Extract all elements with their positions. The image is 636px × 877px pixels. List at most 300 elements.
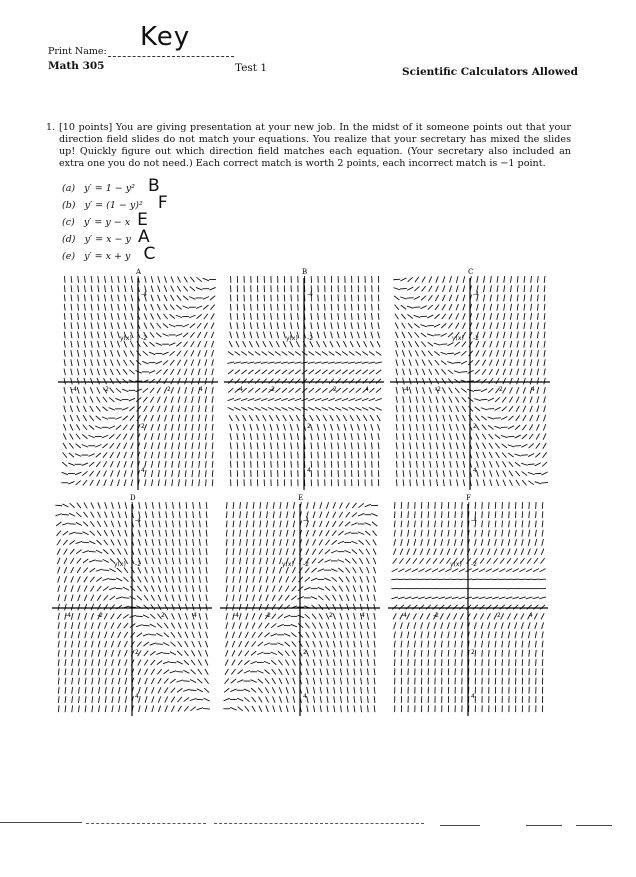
slope-segment (456, 313, 459, 319)
slope-segment (414, 641, 415, 648)
slope-segment (118, 322, 120, 329)
slope-segment (354, 641, 355, 648)
slope-segment (536, 511, 537, 518)
slope-segment (184, 697, 189, 701)
slope-segment (333, 650, 335, 657)
slope-segment (441, 352, 447, 354)
slope-segment (414, 622, 416, 628)
slope-segment (244, 697, 249, 701)
slope-segment (524, 276, 525, 283)
slope-segment (266, 548, 267, 555)
slope-segment (331, 442, 332, 449)
slope-segment (329, 379, 334, 384)
slope-segment (529, 659, 530, 666)
slope-segments (223, 502, 378, 712)
slope-segment (510, 341, 512, 348)
slope-segment (150, 643, 156, 645)
slope-segment (367, 668, 368, 675)
slope-segment (264, 452, 265, 459)
slope-segment (474, 390, 481, 391)
x-tick-label: 2 (333, 386, 337, 393)
slope-segment (71, 359, 72, 366)
slope-segment (313, 521, 315, 527)
slope-segment (345, 522, 350, 526)
slope-segment (105, 502, 107, 508)
slope-segment (320, 512, 322, 518)
slope-segment (510, 332, 511, 339)
slope-segment (196, 306, 202, 309)
slope-segment (102, 444, 107, 448)
slope-segment (519, 569, 525, 572)
answer-c: E (137, 210, 148, 230)
slope-segment (437, 470, 438, 477)
slope-segment (197, 323, 201, 328)
slope-segment (192, 479, 193, 486)
slope-segment (482, 434, 486, 440)
slope-segment (454, 549, 457, 555)
slope-segment (509, 521, 510, 528)
slope-segment (85, 659, 86, 666)
slope-segment (158, 678, 162, 684)
slope-segment (338, 560, 344, 563)
slope-segment (296, 379, 301, 384)
slope-segment (334, 659, 335, 666)
slope-segment (403, 433, 404, 440)
slope-segment (83, 425, 87, 430)
slope-segment (490, 285, 491, 292)
slope-segment (291, 452, 292, 459)
slope-segment (496, 350, 498, 356)
slope-segment (503, 341, 505, 348)
slope-segment (338, 313, 339, 320)
slope-segment (164, 378, 167, 384)
slope-segment (449, 397, 452, 403)
slope-segment (347, 678, 348, 685)
slope-segment (361, 687, 362, 694)
slope-segment (489, 378, 493, 383)
slope-segment (495, 530, 496, 537)
slope-segment (416, 369, 418, 375)
slope-segment (78, 332, 79, 339)
slope-segment (72, 696, 73, 703)
slope-segment (293, 669, 296, 675)
slope-segment (165, 461, 166, 468)
slope-segment (98, 332, 99, 339)
slope-segment (542, 521, 543, 528)
slope-segment (190, 277, 194, 282)
slope-segment (77, 369, 79, 376)
slope-segment (522, 539, 524, 546)
slope-segment (475, 659, 476, 666)
slope-segment (257, 461, 258, 468)
slope-segment (415, 511, 416, 518)
slope-segment (64, 341, 65, 348)
slope-segment (143, 341, 147, 346)
slope-segment (239, 576, 240, 583)
slope-segment (285, 642, 290, 646)
slope-segment (439, 569, 445, 572)
slope-segment (535, 521, 536, 528)
answer-d: A (137, 227, 150, 247)
slope-segment (96, 577, 101, 581)
slope-segment (78, 659, 79, 666)
slope-segment (78, 322, 79, 329)
slope-segment (193, 539, 194, 546)
slope-segment (401, 641, 402, 648)
slope-segment (145, 669, 148, 675)
slope-segment (157, 397, 160, 403)
slope-segment (340, 705, 341, 712)
slope-segment (241, 362, 248, 363)
slope-segment (289, 370, 294, 374)
slope-segment (296, 415, 299, 421)
slope-segment (165, 604, 168, 610)
slope-segment (345, 461, 346, 468)
y-tick-label: 4 (473, 467, 477, 474)
slope-segment (69, 453, 74, 457)
slope-segment (230, 424, 232, 430)
slope-segment (97, 359, 99, 366)
slope-segment (445, 597, 452, 599)
slope-segment (537, 313, 538, 320)
slope-segment (70, 434, 73, 440)
slope-segment (186, 511, 187, 518)
slope-segment (514, 549, 517, 555)
slope-segment (356, 388, 361, 392)
slope-segment (421, 511, 422, 518)
slope-segment (123, 598, 130, 599)
slope-segment (421, 296, 426, 301)
slope-segment (501, 549, 504, 555)
slope-segment (77, 415, 80, 421)
slope-segment (524, 359, 526, 366)
slope-segment (211, 314, 214, 320)
slope-segment (206, 548, 207, 555)
slope-segment (542, 632, 543, 639)
slope-segment (517, 276, 518, 283)
slope-segment (539, 597, 546, 599)
slope-segment (84, 295, 85, 302)
slope-segment (395, 323, 398, 329)
slope-segment (212, 359, 214, 366)
y-tick-label: -4 (303, 517, 309, 524)
slope-segment (257, 313, 258, 320)
slope-segment (257, 332, 259, 339)
slope-segment (448, 379, 452, 384)
slope-segment (285, 586, 288, 592)
slope-segment (370, 341, 373, 347)
slope-segment (226, 641, 228, 647)
slope-segment (242, 379, 247, 384)
name-line (108, 56, 234, 57)
options-list (62, 176, 168, 264)
slope-segment (250, 424, 252, 430)
slope-segment (234, 362, 241, 363)
slope-segment (183, 324, 189, 327)
slope-segment (361, 659, 362, 666)
slope-segment (243, 341, 246, 347)
slope-segment (503, 350, 505, 357)
slope-segment (75, 533, 82, 534)
slope-segment (91, 512, 94, 518)
slope-segment (246, 585, 248, 592)
slope-segment (248, 370, 253, 374)
slope-segment (320, 678, 321, 685)
slope-segment (123, 360, 126, 366)
slope-segment (457, 470, 458, 477)
slope-segment (158, 295, 161, 301)
slope-segment (179, 521, 180, 528)
y-axis-label: y(x) (286, 335, 298, 343)
slope-segment (293, 548, 295, 554)
slope-segment (165, 696, 168, 702)
slope-segment (92, 668, 93, 675)
slope-segment (171, 424, 173, 431)
slope-segment (145, 511, 146, 518)
slope-segment (272, 669, 276, 674)
slope-segment (508, 453, 513, 457)
slope-segment (331, 452, 332, 459)
slope-segment (522, 471, 527, 475)
slope-segment (365, 322, 366, 329)
slope-segment (97, 521, 100, 527)
slope-segment (152, 530, 153, 537)
slope-segment (184, 277, 187, 283)
slope-segment (122, 408, 128, 411)
slope-segment (115, 398, 121, 401)
slope-segment (423, 442, 424, 449)
slope-segment (499, 597, 506, 599)
slope-segment (176, 342, 181, 346)
slope-segment (440, 549, 443, 555)
slope-segment (117, 350, 120, 356)
slope-segment (535, 463, 541, 466)
slope-segment (278, 604, 282, 609)
slope-segment (374, 659, 375, 666)
slope-segment (77, 567, 81, 573)
slope-segment (165, 576, 167, 583)
slope-segment (184, 706, 188, 711)
slope-segment (185, 622, 187, 628)
slope-segment (205, 378, 207, 385)
slope-segment (231, 669, 235, 674)
slope-segment (405, 597, 412, 599)
y-axis-label: y(x) (452, 335, 464, 343)
slope-segment (396, 341, 398, 347)
slope-segment (489, 360, 492, 366)
slope-segment (156, 361, 162, 364)
slope-segment (327, 696, 328, 703)
slope-segment (408, 530, 409, 537)
slope-segment (150, 397, 153, 403)
slope-segment (205, 452, 206, 459)
slope-segment (90, 531, 95, 536)
slope-segment (347, 668, 348, 675)
question-text: [10 points] You are giving presentation at your new job. In the midst of it someone points out that your direction field slides do not match your equations. You realize that your secretary has mixed the slides up! Quickly figure out which direction field matches each equation. (Your secretary also included an extra one you do not need.) Each correct match is worth 2 points, each incorrect match is −1 point. (59, 122, 571, 169)
slope-segment (192, 585, 193, 592)
slope-segment (462, 415, 465, 421)
slope-segment (319, 604, 323, 609)
slope-segment (351, 313, 352, 320)
slope-segment (372, 452, 373, 459)
slope-segment (270, 433, 271, 440)
slope-segment (482, 379, 487, 384)
slope-segment (358, 461, 359, 468)
slope-segment (118, 539, 121, 545)
slope-segment (339, 577, 343, 582)
slope-segment (527, 558, 531, 563)
slope-segment (372, 461, 373, 468)
slope-segment (229, 341, 232, 347)
slope-segment (306, 641, 309, 647)
slope-segment (530, 350, 531, 357)
slope-segment (185, 479, 186, 486)
slope-segment (371, 332, 373, 339)
slope-segment (530, 406, 532, 412)
slope-segment (542, 472, 548, 475)
slope-segment (292, 586, 296, 591)
slope-segment (266, 567, 268, 574)
slope-segment (441, 641, 442, 648)
slope-segment (318, 442, 319, 449)
slope-segment (77, 396, 79, 402)
slope-segment (490, 470, 492, 476)
slope-segment (233, 539, 234, 546)
slope-segment (232, 622, 234, 629)
slope-segment (362, 407, 368, 410)
slope-segment (535, 539, 537, 546)
slope-segment (170, 351, 175, 355)
slope-segment (430, 470, 431, 477)
slope-segment (244, 461, 245, 468)
slope-segment (138, 548, 140, 554)
slope-segment (105, 678, 106, 685)
slope-segment (508, 530, 509, 537)
slope-segment (351, 541, 357, 544)
slope-segment (537, 322, 538, 329)
slope-segment (461, 530, 462, 537)
slope-segment (178, 706, 182, 712)
slope-segment (58, 585, 60, 592)
slope-segment (190, 332, 194, 337)
slope-segment (454, 352, 460, 355)
slope-segment (396, 479, 397, 486)
slope-segment (317, 341, 320, 347)
slope-segment (443, 442, 444, 449)
slope-segment (342, 398, 348, 400)
slope-segment (271, 634, 277, 637)
print-name-label: Print Name: (48, 46, 107, 57)
slope-segment (371, 433, 372, 440)
slope-segment (428, 295, 432, 300)
slope-segment (501, 435, 507, 437)
slope-segment (295, 351, 301, 355)
slope-segment (436, 276, 438, 282)
slope-segment (199, 415, 200, 422)
slope-segment (288, 398, 294, 400)
slope-segment (306, 539, 309, 545)
slope-segment (297, 424, 299, 430)
slope-segment (251, 461, 252, 468)
slope-segment (179, 530, 180, 537)
x-tick-label: -4 (403, 386, 409, 393)
slope-segment (83, 415, 86, 421)
slope-segment (412, 597, 419, 599)
slope-segment (352, 549, 357, 553)
slope-segment (96, 416, 101, 420)
slope-segment (531, 295, 532, 302)
slope-segment (526, 579, 533, 580)
slope-segment (315, 362, 322, 363)
slope-segment (64, 549, 68, 555)
slope-segment (177, 661, 183, 664)
slope-segment (517, 313, 518, 320)
slope-segment (367, 696, 368, 703)
slope-segment (374, 631, 375, 638)
slope-segment (448, 323, 452, 328)
slope-segment (209, 287, 215, 290)
slope-segment (260, 567, 262, 574)
slope-segment (508, 549, 511, 555)
slope-segment (130, 586, 135, 591)
slope-segment (105, 659, 107, 666)
slope-segment (347, 622, 349, 629)
panel-label: B (302, 268, 308, 276)
slope-segment (230, 442, 231, 449)
slope-segment (372, 304, 373, 311)
slope-segment (522, 659, 523, 666)
slope-segment (428, 521, 429, 528)
slope-segment (398, 569, 404, 572)
slope-segment (513, 605, 518, 610)
direction-field-e (220, 496, 380, 716)
slope-segment (130, 360, 134, 365)
slope-segment (329, 351, 335, 355)
slope-segment (378, 322, 379, 329)
slope-segment (206, 613, 208, 620)
slope-segment (421, 530, 422, 537)
slope-segment (544, 322, 545, 329)
slope-segment (186, 558, 187, 565)
slope-segment (331, 304, 332, 311)
slope-segment (158, 470, 159, 477)
slope-segment (336, 370, 341, 374)
slope-segment (394, 659, 395, 666)
slope-segment (131, 285, 132, 292)
slope-segment (90, 521, 94, 526)
slope-segment (118, 285, 119, 292)
slope-segment (177, 697, 181, 702)
slope-segment (193, 548, 194, 555)
slope-segment (96, 406, 100, 411)
slope-segment (544, 313, 545, 320)
slope-segment (367, 678, 368, 685)
slope-segment (416, 406, 417, 413)
slope-segment (104, 480, 107, 486)
slope-segment (409, 359, 411, 365)
slope-segment (72, 705, 73, 712)
slope-segment (369, 388, 374, 392)
slope-segment (328, 398, 334, 400)
slope-segment (493, 558, 497, 563)
slope-segment (358, 304, 359, 311)
slope-segment (416, 452, 417, 459)
slope-segment (537, 285, 538, 292)
slope-segment (97, 586, 101, 591)
slope-segment (355, 398, 361, 400)
slope-segment (277, 452, 278, 459)
slope-segment (468, 406, 472, 411)
